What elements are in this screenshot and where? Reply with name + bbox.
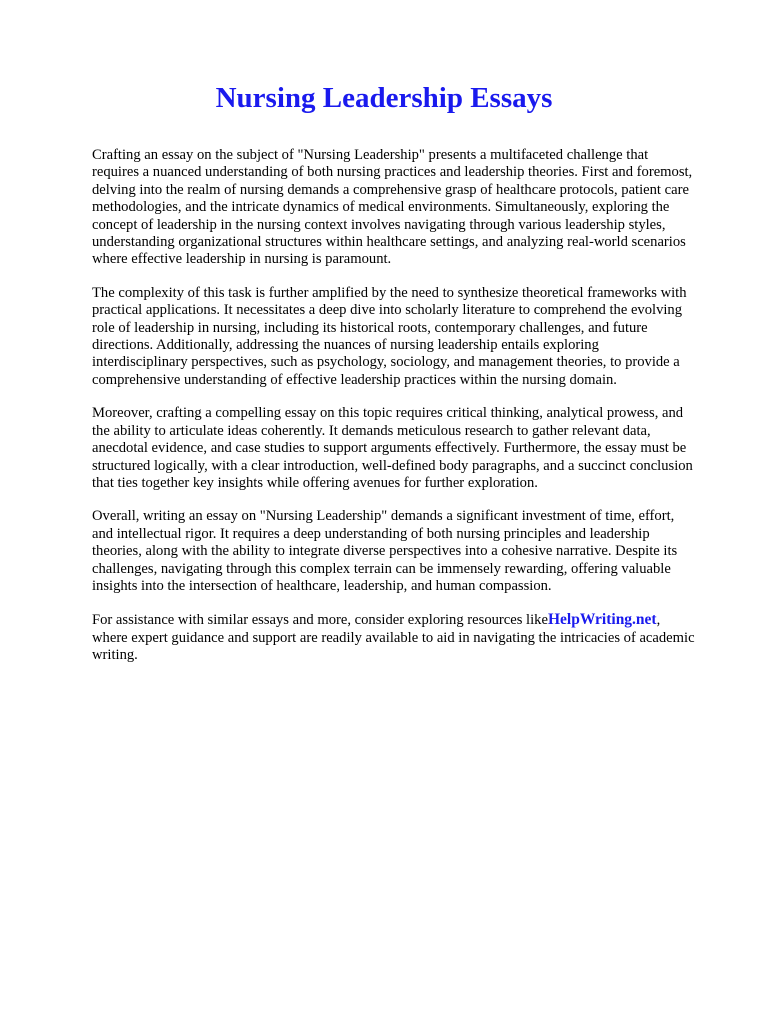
closing-text-after-link: , where expert guidance and support are readily available to aid in navigating the intricacies of academic writing.	[92, 612, 695, 664]
closing-paragraph	[92, 611, 698, 664]
helpwriting-link[interactable]: HelpWriting.net	[547, 611, 657, 629]
page-title: Nursing Leadership Essays	[215, 82, 553, 114]
essay-body	[92, 147, 698, 681]
paragraph-3: Moreover, crafting a compelling essay on this topic requires critical thinking, analytical prowess, and the ability to articulate ideas coherently. It demands meticulous research to gather relevant data, anecdotal evidence, and case studies to support arguments effectively. Furthermore, the essay must be structured logically, with a clear introduction, well-defined body paragraphs, and a succinct conclusion that ties together key insights while offering avenues for further exploration.	[92, 405, 693, 491]
closing-text-before-link: For assistance with similar essays and more, consider exploring resources like	[92, 612, 548, 629]
paragraph-2: The complexity of this task is further amplified by the need to synthesize theoretical frameworks with practical applications. It necessitates a deep dive into scholarly literature to comprehend the evolving role of leadership in nursing, including its historical roots, contemporary challenges, and future directions. Additionally, addressing the nuances of nursing leadership entails exploring interdisciplinary perspectives, such as psychology, sociology, and management theories, to provide a comprehensive understanding of effective leadership practices within the nursing domain.	[92, 284, 687, 388]
paragraph-1: Crafting an essay on the subject of "Nursing Leadership" presents a multifaceted challenge that requires a nuanced understanding of both nursing practices and leadership theories. First and foremost, delving into the realm of nursing demands a comprehensive grasp of healthcare protocols, patient care methodologies, and the intricate dynamics of medical environments. Simultaneously, exploring the concept of leadership in the nursing context involves navigating through various leadership styles, understanding organizational structures within healthcare settings, and analyzing real-world scenarios where effective leadership in nursing is paramount.	[92, 147, 693, 268]
paragraph-4: Overall, writing an essay on "Nursing Leadership" demands a significant investment of time, effort, and intellectual rigor. It requires a deep understanding of both nursing principles and leadership theories, along with the ability to integrate diverse perspectives into a cohesive narrative. Despite its challenges, navigating through this complex terrain can be immensely rewarding, offering valuable insights into the intersection of healthcare, leadership, and human compassion.	[92, 508, 678, 594]
